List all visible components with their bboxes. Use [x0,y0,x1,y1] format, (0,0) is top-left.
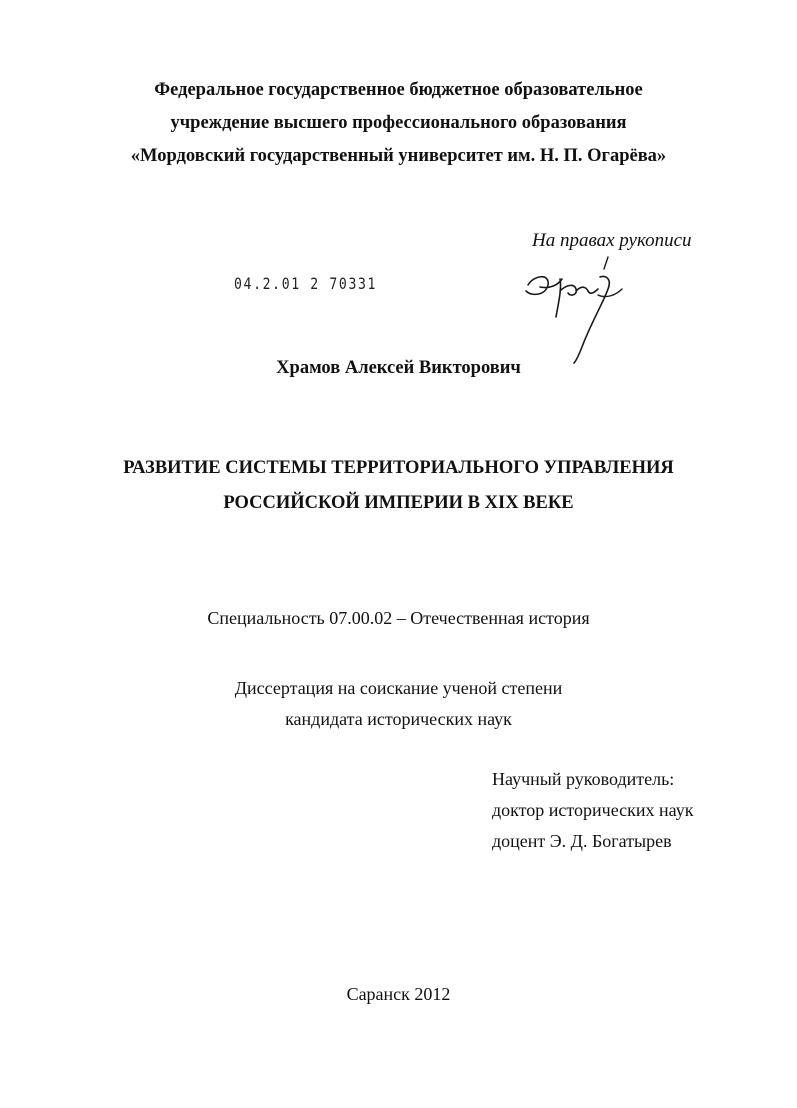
signature-stroke-5 [604,257,608,269]
title-line-1: РАЗВИТИЕ СИСТЕМЫ ТЕРРИТОРИАЛЬНОГО УПРАВЛЕНИЯ [123,458,674,478]
institution-line-2: учреждение высшего профессионального образования [170,113,627,133]
signature-stroke-1 [526,277,562,295]
signature-stroke-3 [574,277,609,364]
dissertation-title [0,451,797,521]
supervisor-block [492,764,694,857]
degree-line-1: Диссертация на соискание ученой степени [234,678,563,698]
registration-stamp: 04.2.01 2 70331 [234,274,378,293]
manuscript-rights-note: На правах рукописи [532,230,692,251]
supervisor-degree: доктор исторических наук [492,800,694,820]
degree-statement [0,673,797,735]
city-year: Саранск 2012 [346,984,451,1004]
title-line-2: РОССИЙСКОЙ ИМПЕРИИ В XIX ВЕКЕ [223,493,574,513]
degree-line-2: кандидата исторических наук [285,709,512,729]
institution-line-1: Федеральное государственное бюджетное образовательное [154,80,643,100]
author-signature [520,255,640,370]
signature-stroke-2 [556,279,598,317]
institution-line-3: «Мордовский государственный университет им. Н. П. Огарёва» [130,146,667,166]
signature-stroke-4 [598,289,622,297]
institution-header [0,74,797,173]
author-name: Храмов Алексей Викторович [276,358,521,378]
supervisor-label: Научный руководитель: [492,769,675,789]
specialty: Специальность 07.00.02 – Отечественная история [207,608,590,628]
supervisor-name: доцент Э. Д. Богатырев [492,831,672,851]
